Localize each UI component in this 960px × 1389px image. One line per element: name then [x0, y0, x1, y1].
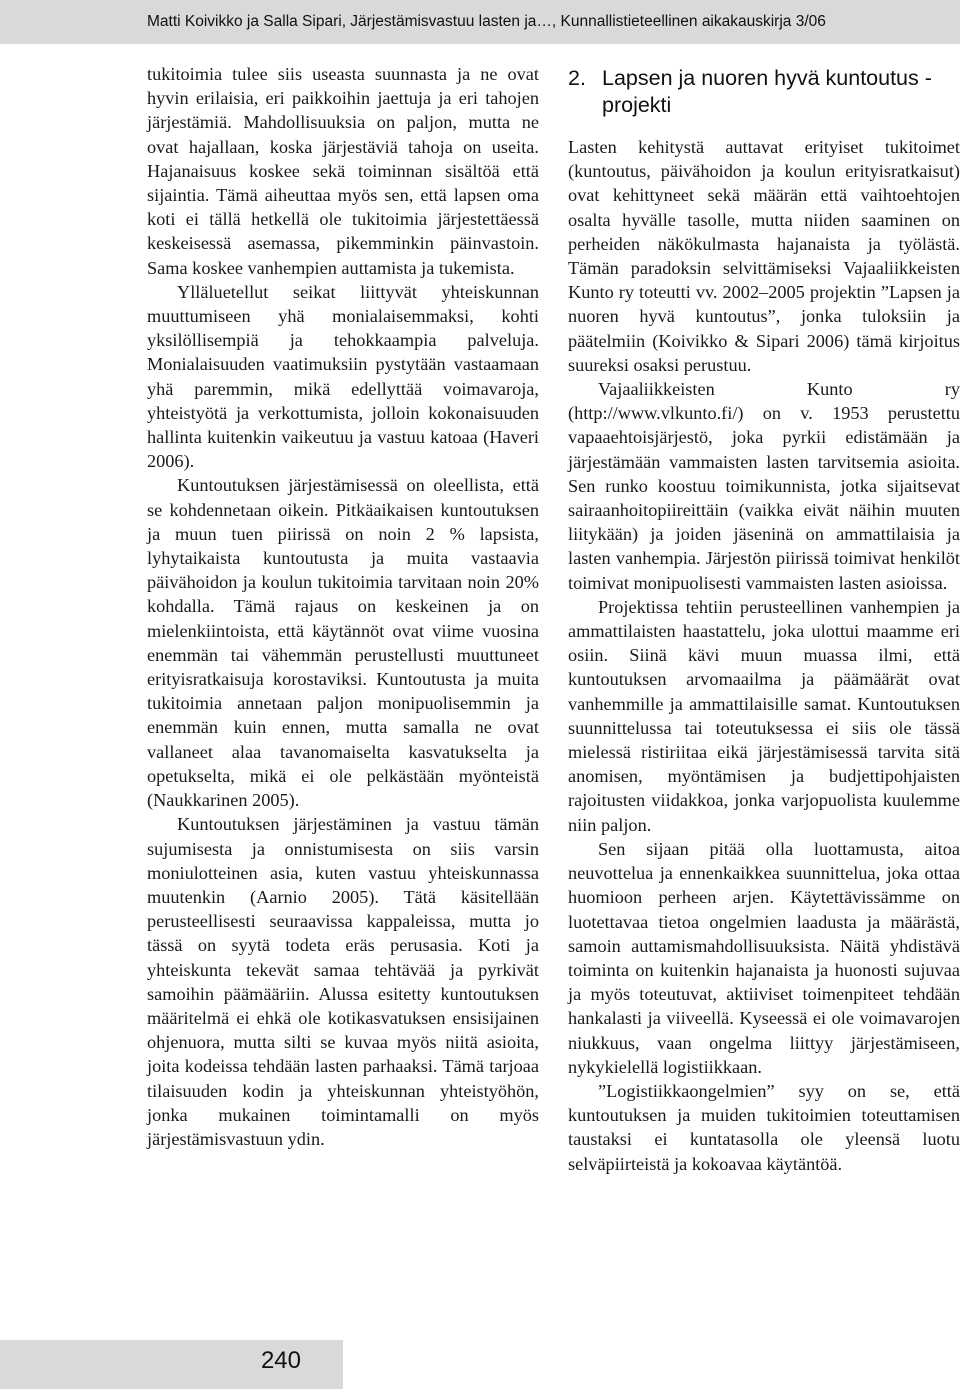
paragraph: Vajaaliikkeisten Kunto ry (http://www.vlkunto.fi/) on v. 1953 perustettu vapaaehtoisjärjestö, joka pyrkii edistämään ja järjestämään vammaisten lasten tarvitsemia asioita. Sen runko koostuu toimikunnista, jotka sijaitsevat sairaanhoitopiireittäin (vaikka eivät näihin muuten liitykään) ja joiden jäseninä on ammattilaisia ja lasten vanhempia. Järjestön piirissä toimivat henkilöt toimivat monipuolisesti vammaisten lasten asioissa.: [568, 379, 960, 593]
section-number: 2.: [568, 66, 586, 90]
paragraph: Ylläluetellut seikat liittyvät yhteiskunnan muuttumiseen yhä monialaisemmaksi, kohti yksilöllisempiä ja tehokkaampia palveluja. Monialaisuuden vaatimuksiin pystytään vastaamaan yhä paremmin, mikä edellyttää voimavaroja, yhteistyötä ja verkottumista, jolloin kokonaisuuden hallinta kuitenkin vaikeutuu ja vastuu katoaa (Haveri 2006).: [147, 281, 539, 472]
paragraph: tukitoimia tulee siis useasta suunnasta ja ne ovat hyvin erilaisia, eri paikkoihin jaettuja ja eri tahojen järjestämiä. Mahdollisuuksia on paljon, mutta ne ovat hajallaan, koska järjestäviä tahoja on useita. Hajanaisuus koskee sekä toiminnan sisältöä että sijaintia. Tämä aiheuttaa myös sen, että lapsen oma koti ei tällä hetkellä ole tukitoimia järjestettäessä keskeisessä asemassa, pikemminkin päinvastoin. Sama koskee vanhempien auttamista ja tukemista.: [147, 64, 539, 278]
paragraph: Kuntoutuksen järjestämisessä on oleellista, että se kohdennetaan oikein. Pitkäaikaisen kuntoutuksen ja muun tuen piirissä on noin 2 % lapsista, lyhytaikaista kuntoutusta ja muita vastaavia päivähoidon ja koulun tukitoimia tarvitaan noin 20% kohdalla. Tämä rajaus on keskeinen ja on mielenkiintoista, että käytännöt ovat viime vuosina enemmän tai vähemmän perustellusti muuttuneet erityisratkaisuja korostaviksi. Kuntoutusta ja muita tukitoimia annetaan paljon monipuolisemmin ja enemmän kuin ennen, mutta samalla ne ovat vallaneet alaa tavanomaiselta kasvatukselta ja opetukselta, mikä ei ole pelkästään myönteistä (Naukkarinen 2005).: [147, 475, 539, 811]
paragraph: Kuntoutuksen järjestäminen ja vastuu tämän sujumisesta ja onnistumisesta on siis varsin moniulotteinen asia, kuten vastuu yhteiskunnassa muutenkin (Aarnio 2005). Tätä käsitellään perusteellisesti seuraavissa kappaleissa, mutta jo tässä on syytä todeta eräs perusasia. Koti ja yhteiskunta tekevät samaa tehtävää ja pyrkivät samoihin päämääriin. Alussa esitetty kuntoutuksen määritelmä ei ehkä ole kotikasvatuksen ensisijainen ohjenuora, mutta silti se kuvaa myös niitä asioita, joita kodeissa tehdään lasten parhaaksi. Tämä tarjoaa tilaisuuden kodin ja yhteiskunnan yhteistyöhön, jonka mukainen toimintamalli on myös järjestämisvastuun ydin.: [147, 814, 539, 1149]
running-header: [0, 0, 960, 44]
paragraph: Lasten kehitystä auttavat erityiset tukitoimet (kuntoutus, päivähoidon ja koulun erityisratkaisut) ovat kehittyneet sekä määrän että vaihtoehtojen osalta hyvälle tasolle, mutta niiden saaminen on perheiden näkökulmasta hajanaista ja työlästä. Tämän paradoksin selvittämiseksi Vajaaliikkeisten Kunto ry toteutti vv. 2002–2005 projektin ”Lapsen ja nuoren hyvä kuntoutus”, jonka tuloksiin ja päätelmiin (Koivikko & Sipari 2006) tämä kirjoitus suureksi osaksi perustuu.: [568, 137, 960, 375]
section-heading: [568, 65, 960, 119]
left-column: [147, 62, 539, 1151]
right-column: [568, 65, 960, 1176]
page-number: 240: [260, 1347, 301, 1374]
paragraph: Sen sijaan pitää olla luottamusta, aitoa neuvottelua ja ennenkaikkea suunnittelua, joka ottaa huomioon perheen arjen. Käytettävissämme on luotettavaa tietoa ongelmien laadusta ja määrästä, samoin auttamismahdollisuuksista. Näitä yhdistävä toiminta on kuitenkin hajanaista ja huonosti sujuvaa ja myös toteutuvat, aktiiviset toimenpiteet tehdään hankalasti ja viiveellä. Kyseessä ei ole voimavarojen niukkuus, vaan ongelma liittyy järjestämiseen, nykykielellä logistiikkaan.: [568, 838, 960, 1077]
running-title: Matti Koivikko ja Salla Sipari, Järjestämisvastuu lasten ja…, Kunnallistieteellinen aikakauskirja 3/06: [147, 13, 826, 30]
section-title: Lapsen ja nuoren hyvä kuntoutus -projekti: [602, 66, 932, 117]
paragraph: Projektissa tehtiin perusteellinen vanhempien ja ammattilaisten haastattelu, joka ulottui maamme eri osiin. Siinä kävi muun muassa ilmi, että kuntoutuksen arvomaailma ja päämäärät ovat vanhemmille ja ammattilaisille samat. Kuntoutuksen suunnittelussa tai toteutuksessa ei siis ole tässä mielessä ristiriitaa eikä järjestämisessä tarvita sitä anomisen, myöntämisen ja budjettipohjaisten rajoitusten viidakkoa, jonka varjopuolista kuulemme niin paljon.: [568, 596, 960, 835]
paragraph: ”Logistiikkaongelmien” syy on se, että kuntoutuksen ja muiden tukitoimien toteuttamisen taustaksi ei kuntatasolla ole yleensä luotu selväpiirteistä ja kokoavaa käytäntöä.: [568, 1080, 960, 1174]
page-footer: [0, 1340, 343, 1389]
